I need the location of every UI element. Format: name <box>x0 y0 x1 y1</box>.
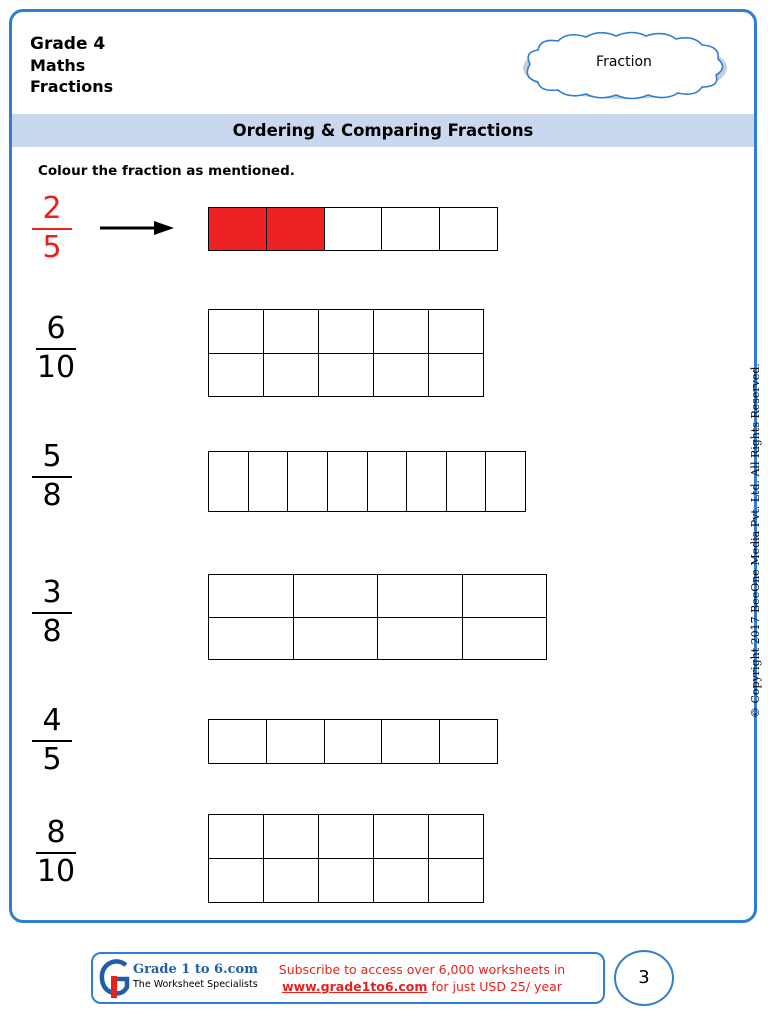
page-number: 3 <box>614 950 674 1006</box>
fraction-grid[interactable] <box>208 309 484 397</box>
grid-cell[interactable] <box>209 720 267 764</box>
subject-label: Maths <box>30 56 86 75</box>
grid-cell[interactable] <box>374 354 429 398</box>
page-title: Ordering & Comparing Fractions <box>12 114 754 147</box>
grid-cell[interactable] <box>209 575 294 618</box>
grid-cell[interactable] <box>429 859 484 903</box>
grid-cell[interactable] <box>382 208 440 251</box>
fraction-4-5 <box>32 704 72 777</box>
numerator: 6 <box>46 311 66 346</box>
grid-cell[interactable] <box>325 208 383 251</box>
grid-cell[interactable] <box>209 815 264 859</box>
grid-cell[interactable] <box>407 452 447 512</box>
shaded-cell[interactable] <box>267 208 325 251</box>
fraction-2-5 <box>32 192 72 265</box>
copyright-text: © Copyright 2017 BeeOne Media Pvt. Ltd. All Rights Reserved. <box>749 363 762 718</box>
numerator: 4 <box>42 703 62 738</box>
fraction-3-8 <box>32 576 72 649</box>
instruction-text: Colour the fraction as mentioned. <box>38 163 295 179</box>
badge-label: Fraction <box>596 54 652 70</box>
grid-cell[interactable] <box>249 452 289 512</box>
subscribe-text <box>272 961 572 995</box>
grid-cell[interactable] <box>325 720 383 764</box>
fraction-6-10 <box>36 312 76 385</box>
numerator: 5 <box>42 439 62 474</box>
grid-cell[interactable] <box>374 310 429 354</box>
subscribe-line1: Subscribe to access over 6,000 worksheets in <box>278 962 566 977</box>
numerator: 8 <box>46 815 66 850</box>
grid-cell[interactable] <box>429 815 484 859</box>
numerator: 3 <box>42 575 62 610</box>
grade-label: Grade 4 <box>30 34 106 54</box>
grid-cell[interactable] <box>209 452 249 512</box>
grid-cell[interactable] <box>319 815 374 859</box>
grid-cell[interactable] <box>209 310 264 354</box>
grid-cell[interactable] <box>209 618 294 661</box>
fraction-grid[interactable] <box>208 451 526 512</box>
grid-cell[interactable] <box>294 618 379 661</box>
grade1to6-logo-icon <box>98 957 132 999</box>
fraction-8-10 <box>36 816 76 889</box>
grid-cell[interactable] <box>378 618 463 661</box>
grid-cell[interactable] <box>319 859 374 903</box>
fraction-grid[interactable] <box>208 814 484 903</box>
grid-cell[interactable] <box>209 859 264 903</box>
denominator: 10 <box>36 350 76 385</box>
grid-cell[interactable] <box>264 354 319 398</box>
topic-label: Fractions <box>30 77 114 96</box>
grid-cell[interactable] <box>267 720 325 764</box>
denominator: 8 <box>42 614 62 649</box>
shaded-cell[interactable] <box>209 208 267 251</box>
grid-cell[interactable] <box>288 452 328 512</box>
grid-cell[interactable] <box>447 452 487 512</box>
grid-cell[interactable] <box>440 208 498 251</box>
grid-cell[interactable] <box>328 452 368 512</box>
arrow-right-icon <box>100 219 174 237</box>
grid-cell[interactable] <box>374 859 429 903</box>
grid-cell[interactable] <box>264 310 319 354</box>
header-info <box>30 34 113 97</box>
subscribe-line2 <box>272 978 572 995</box>
grid-cell[interactable] <box>264 859 319 903</box>
footer-brand: Grade 1 to 6.com <box>133 962 258 977</box>
numerator: 2 <box>42 191 62 226</box>
grid-cell[interactable] <box>429 310 484 354</box>
denominator: 5 <box>42 742 62 777</box>
website-link[interactable]: www.grade1to6.com <box>282 979 428 994</box>
denominator: 5 <box>42 230 62 265</box>
subscribe-price: for just USD 25/ year <box>427 979 562 994</box>
grid-cell[interactable] <box>264 815 319 859</box>
grid-cell[interactable] <box>382 720 440 764</box>
grid-cell[interactable] <box>319 310 374 354</box>
grid-cell[interactable] <box>368 452 408 512</box>
fraction-grid[interactable] <box>208 207 498 251</box>
fraction-5-8 <box>32 440 72 513</box>
grid-cell[interactable] <box>463 575 548 618</box>
footer-tagline: The Worksheet Specialists <box>133 979 258 990</box>
fraction-grid[interactable] <box>208 574 547 660</box>
grid-cell[interactable] <box>294 575 379 618</box>
grid-cell[interactable] <box>463 618 548 661</box>
denominator: 10 <box>36 854 76 889</box>
grid-cell[interactable] <box>209 354 264 398</box>
copyright-notice <box>745 363 765 722</box>
denominator: 8 <box>42 478 62 513</box>
fraction-grid[interactable] <box>208 719 498 764</box>
grid-cell[interactable] <box>440 720 498 764</box>
grid-cell[interactable] <box>486 452 526 512</box>
grid-cell[interactable] <box>378 575 463 618</box>
grid-cell[interactable] <box>429 354 484 398</box>
grid-cell[interactable] <box>319 354 374 398</box>
grid-cell[interactable] <box>374 815 429 859</box>
